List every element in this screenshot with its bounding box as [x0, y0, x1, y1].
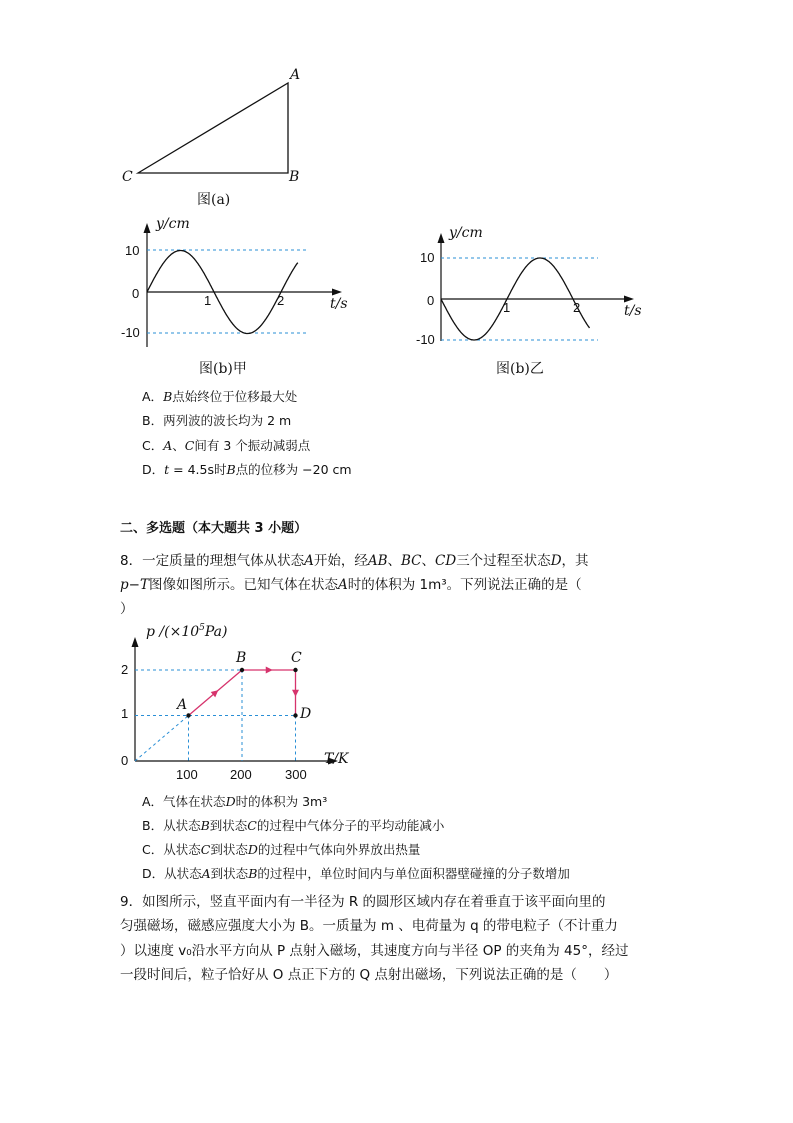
x-tick-1: 1	[503, 300, 511, 315]
y-tick-2: 2	[121, 662, 129, 677]
y-tick-neg10: -10	[121, 325, 140, 340]
arrow-CD-icon	[292, 690, 299, 697]
q8-line-3: ）	[120, 601, 134, 617]
x-axis-label: T/K	[324, 751, 349, 767]
x-tick-1: 1	[204, 293, 212, 308]
q8-option-b: B．从状态B到状态C的过程中气体分子的平均动能减小	[142, 818, 445, 833]
q8-option-a: A．气体在状态D时的体积为 3m³	[142, 794, 328, 809]
q9-line-4: 一段时间后，粒子恰好从 O 点正下方的 Q 点射出磁场，下列说法正确的是（ ）	[120, 967, 618, 983]
q7-option-c: C．A、C间有 3 个振动减弱点	[142, 438, 311, 453]
chart-b-yi-caption: 图(b)乙	[496, 361, 544, 377]
q8-line-2: p−T图像如图所示。已知气体在状态A时的体积为 1m³。下列说法正确的是（	[120, 577, 582, 593]
x-tick-2: 2	[277, 293, 285, 308]
point-a	[186, 713, 190, 717]
point-d	[293, 713, 297, 717]
x-tick-200: 200	[230, 767, 252, 782]
y-tick-10: 10	[420, 250, 435, 265]
point-d-label: D	[300, 706, 312, 722]
x-tick-2: 2	[573, 300, 581, 315]
y-tick-1: 1	[121, 706, 129, 721]
x-axis-label: t/s	[624, 303, 642, 319]
q9-line-2: 匀强磁场，磁感应强度大小为 B。一质量为 m 、电荷量为 q 的带电粒子（不计重力	[120, 918, 618, 934]
y-tick-10: 10	[125, 243, 140, 258]
guide-lines	[135, 670, 296, 761]
q9-line-3: ）以速度 v₀沿水平方向从 P 点射入磁场，其速度方向与半径 OP 的夹角为 45°，经过	[120, 943, 629, 959]
y-tick-0: 0	[427, 293, 435, 308]
x-tick-300: 300	[285, 767, 307, 782]
process-lines	[189, 667, 300, 716]
q8-line-1: 8．一定质量的理想气体从状态A开始，经AB、BC、CD三个过程至状态D，其	[120, 553, 589, 569]
y-tick-0: 0	[132, 286, 140, 301]
vertex-b-label: B	[289, 169, 300, 185]
q8-option-c: C．从状态C到状态D的过程中气体向外界放出热量	[142, 842, 421, 857]
vertex-c-label: C	[122, 169, 133, 185]
guide-origin-to-a	[135, 716, 189, 762]
point-c	[293, 668, 297, 672]
y-axis-label: p $/(\times 10^5Pa)$	[146, 623, 228, 640]
x-tick-100: 100	[176, 767, 198, 782]
point-b-label: B	[236, 650, 247, 666]
y-axis-label: y/cm	[156, 216, 190, 232]
q8-option-d: D．从状态A到状态B的过程中，单位时间内与单位面积器壁碰撞的分子数增加	[142, 866, 570, 881]
q7-option-d: D．t = 4.5s时B点的位移为 −20 cm	[142, 462, 352, 477]
section-2-title: 二、多选题（本大题共 3 小题）	[120, 521, 308, 536]
arrow-BC-icon	[266, 667, 273, 674]
y-axis-arrow-icon	[132, 637, 139, 647]
point-b	[240, 668, 244, 672]
vertex-a-label: A	[290, 67, 301, 83]
chart-b-jia-caption: 图(b)甲	[199, 361, 247, 377]
point-c-label: C	[291, 650, 302, 666]
x-axis-label: t/s	[330, 296, 348, 312]
q9-line-1: 9．如图所示，竖直平面内有一半径为 R 的圆形区域内存在着垂直于该平面向里的	[120, 894, 606, 910]
point-a-label: A	[177, 697, 188, 713]
q7-option-b: B．两列波的波长均为 2 m	[142, 413, 292, 428]
y-tick-neg10: -10	[416, 332, 435, 347]
y-axis-label: y/cm	[449, 225, 483, 241]
y-tick-0: 0	[121, 753, 129, 768]
figure-a-caption: 图(a)	[197, 192, 231, 208]
state-points	[186, 668, 297, 718]
q7-option-a: A．B点始终位于位移最大处	[142, 389, 298, 404]
